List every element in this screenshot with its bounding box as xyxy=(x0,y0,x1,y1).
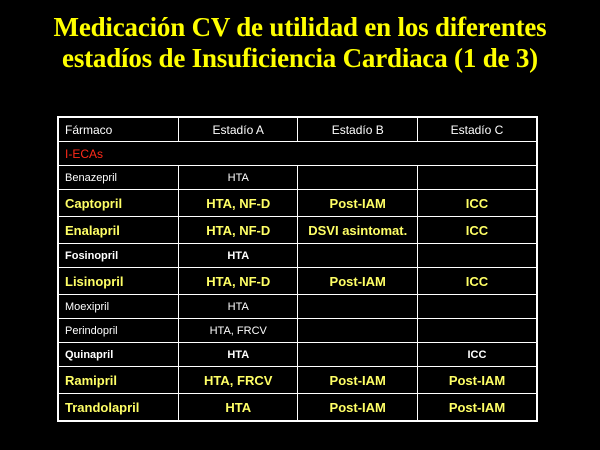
stage-a-cell: HTA xyxy=(179,343,298,367)
stage-b-cell xyxy=(298,319,417,343)
stage-a-cell: HTA, NF-D xyxy=(179,217,298,244)
medication-table xyxy=(57,116,538,422)
header-stage-c: Estadío C xyxy=(417,117,537,142)
stage-a-cell: HTA xyxy=(179,244,298,268)
slide-title-line-1: Medicación CV de utilidad en los diferentes xyxy=(53,12,547,42)
stage-a-cell: HTA xyxy=(179,166,298,190)
drug-name: Enalapril xyxy=(58,217,179,244)
drug-name: Trandolapril xyxy=(58,394,179,422)
header-stage-a: Estadío A xyxy=(179,117,298,142)
table-row xyxy=(58,217,537,244)
stage-c-cell xyxy=(417,166,537,190)
table-row xyxy=(58,244,537,268)
stage-b-cell xyxy=(298,166,417,190)
stage-b-cell: Post-IAM xyxy=(298,190,417,217)
stage-a-cell: HTA, FRCV xyxy=(179,319,298,343)
table-row xyxy=(58,319,537,343)
drug-name: Lisinopril xyxy=(58,268,179,295)
stage-b-cell xyxy=(298,295,417,319)
drug-name: Benazepril xyxy=(58,166,179,190)
stage-b-cell: Post-IAM xyxy=(298,367,417,394)
slide-title-line-2: estadíos de Insuficiencia Cardiaca (1 de 3) xyxy=(62,43,538,73)
header-stage-b: Estadío B xyxy=(298,117,417,142)
stage-c-cell: ICC xyxy=(417,268,537,295)
slide-title xyxy=(0,12,600,74)
drug-name: Ramipril xyxy=(58,367,179,394)
table-row xyxy=(58,166,537,190)
drug-name: Fosinopril xyxy=(58,244,179,268)
stage-c-cell xyxy=(417,295,537,319)
stage-c-cell xyxy=(417,319,537,343)
stage-c-cell xyxy=(417,244,537,268)
table-row xyxy=(58,343,537,367)
group-label: I-ECAs xyxy=(58,142,537,166)
stage-c-cell: ICC xyxy=(417,343,537,367)
table-header-row xyxy=(58,117,537,142)
table-row xyxy=(58,190,537,217)
stage-a-cell: HTA, NF-D xyxy=(179,190,298,217)
header-drug: Fármaco xyxy=(58,117,179,142)
stage-b-cell: DSVI asintomat. xyxy=(298,217,417,244)
drug-name: Quinapril xyxy=(58,343,179,367)
stage-a-cell: HTA, FRCV xyxy=(179,367,298,394)
drug-name: Captopril xyxy=(58,190,179,217)
stage-b-cell: Post-IAM xyxy=(298,394,417,422)
group-row-ieca xyxy=(58,142,537,166)
stage-a-cell: HTA, NF-D xyxy=(179,268,298,295)
stage-b-cell xyxy=(298,343,417,367)
table-row xyxy=(58,295,537,319)
stage-b-cell xyxy=(298,244,417,268)
stage-a-cell: HTA xyxy=(179,394,298,422)
table-row xyxy=(58,268,537,295)
table-row xyxy=(58,367,537,394)
stage-c-cell: Post-IAM xyxy=(417,394,537,422)
drug-name: Moexipril xyxy=(58,295,179,319)
stage-c-cell: Post-IAM xyxy=(417,367,537,394)
stage-c-cell: ICC xyxy=(417,217,537,244)
stage-c-cell: ICC xyxy=(417,190,537,217)
stage-b-cell: Post-IAM xyxy=(298,268,417,295)
drug-name: Perindopril xyxy=(58,319,179,343)
stage-a-cell: HTA xyxy=(179,295,298,319)
table-row xyxy=(58,394,537,422)
